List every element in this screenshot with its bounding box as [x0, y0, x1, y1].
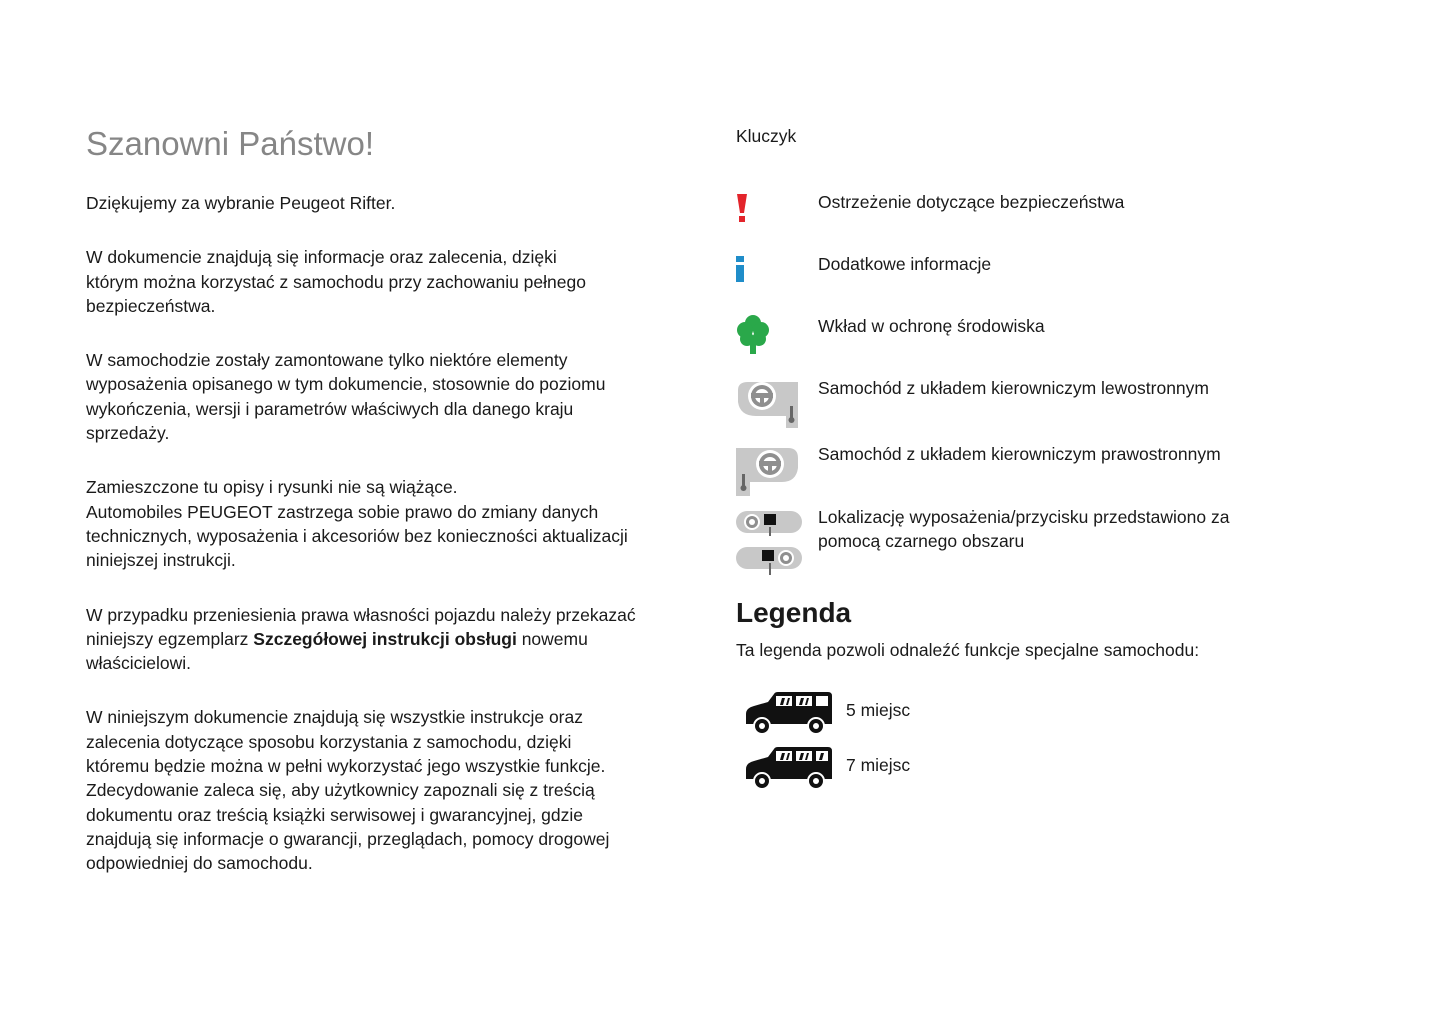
text-line: niniejszej instrukcji. — [86, 550, 236, 571]
text-line: technicznych, wyposażenia i akcesoriów bez konieczności aktualizacji — [86, 525, 628, 546]
text-line: Lokalizację wyposażenia/przycisku przedstawiono za — [818, 507, 1230, 527]
right-hand-drive-icon — [736, 442, 800, 496]
key-legend-column — [736, 0, 1416, 1019]
legend-description: Ta legenda pozwoli odnaleźć funkcje specjalne samochodu: — [736, 640, 1200, 660]
text-line: Zdecydowanie zaleca się, aby użytkownicy zapoznali się z treścią — [86, 780, 595, 801]
text-line: W samochodzie zostały zamontowane tylko niektóre elementy — [86, 350, 568, 371]
text-line: W dokumencie znajdują się informacje oraz zalecenia, dzięki — [86, 247, 557, 268]
text-line: sprzedaży. — [86, 423, 170, 444]
ownership-transfer-paragraph — [86, 603, 686, 676]
text-line: znajdują się informacje o gwarancji, przeglądach, pomocy drogowej — [86, 828, 610, 849]
text-line: wykończenia, wersji i parametrów właściwych dla danego kraju — [86, 398, 574, 419]
safety-paragraph — [86, 245, 686, 318]
text-line: bezpieczeństwa. — [86, 295, 216, 316]
text-line: pomocą czarnego obszaru — [818, 531, 1025, 552]
key-item-text: Wkład w ochronę środowiska — [818, 316, 1045, 336]
text-line: wyposażenia opisanego w tym dokumencie, stosownie do poziomu — [86, 374, 606, 395]
seat-config-7 — [744, 745, 911, 796]
text-line: W przypadku przeniesienia prawa własności pojazdu należy przekazać — [86, 604, 636, 625]
intro-column — [86, 124, 686, 906]
key-item-text: Samochód z układem kierowniczym prawostronnym — [818, 444, 1221, 464]
equipment-paragraph — [86, 348, 686, 445]
text-line: Dziękujemy za wybranie Peugeot Rifter. — [86, 193, 396, 213]
key-item-text: Ostrzeżenie dotyczące bezpieczeństwa — [818, 192, 1125, 212]
text-line: W niniejszym dokumencie znajdują się wszystkie instrukcje oraz — [86, 707, 583, 728]
warning-exclamation-icon — [736, 190, 750, 226]
text-line: właścicielowi. — [86, 653, 192, 674]
seat-label: 7 miejsc — [846, 755, 911, 775]
tree-icon — [736, 314, 770, 356]
page-title: Szanowni Państwo! — [86, 125, 374, 162]
text-line: Automobiles PEUGEOT zastrzega sobie prawo do zmiany danych — [86, 501, 599, 522]
text-fragment: niniejszy egzemplarz — [86, 628, 254, 649]
text-line: Zamieszczone tu opisy i rysunki nie są wiążące. — [86, 477, 458, 498]
text-line: zalecenia dotyczące sposobu korzystania z samochodu, dzięki — [86, 731, 572, 752]
info-icon — [736, 252, 750, 286]
manual-title-bold: Szczegółowej instrukcji obsługi — [253, 628, 517, 649]
key-item-text: Samochód z układem kierowniczym lewostronnym — [818, 378, 1209, 398]
legend-title: Legenda — [736, 597, 852, 628]
car-7-seats-icon — [744, 745, 834, 791]
seat-label: 5 miejsc — [846, 700, 911, 720]
text-line: którym można korzystać z samochodu przy zachowaniu pełnego — [86, 271, 586, 292]
disclaimer-paragraph — [86, 475, 686, 572]
key-item-text: Dodatkowe informacje — [818, 254, 992, 274]
seat-config-5 — [744, 690, 911, 741]
text-line — [86, 627, 686, 651]
text-fragment: nowemu — [516, 628, 588, 649]
car-5-seats-icon — [744, 690, 834, 736]
thanks-paragraph — [86, 191, 686, 215]
black-area-location-icon — [736, 505, 802, 579]
key-title: Kluczyk — [736, 126, 797, 146]
key-item-text — [818, 505, 1288, 554]
text-line: któremu będzie można w pełni wykorzystać jego wszystkie funkcje. — [86, 756, 606, 777]
instructions-paragraph — [86, 705, 686, 875]
text-line: odpowiedniej do samochodu. — [86, 853, 313, 874]
text-line: dokumentu oraz treścią książki serwisowej i gwarancyjnej, gdzie — [86, 804, 584, 825]
left-hand-drive-icon — [736, 376, 800, 428]
